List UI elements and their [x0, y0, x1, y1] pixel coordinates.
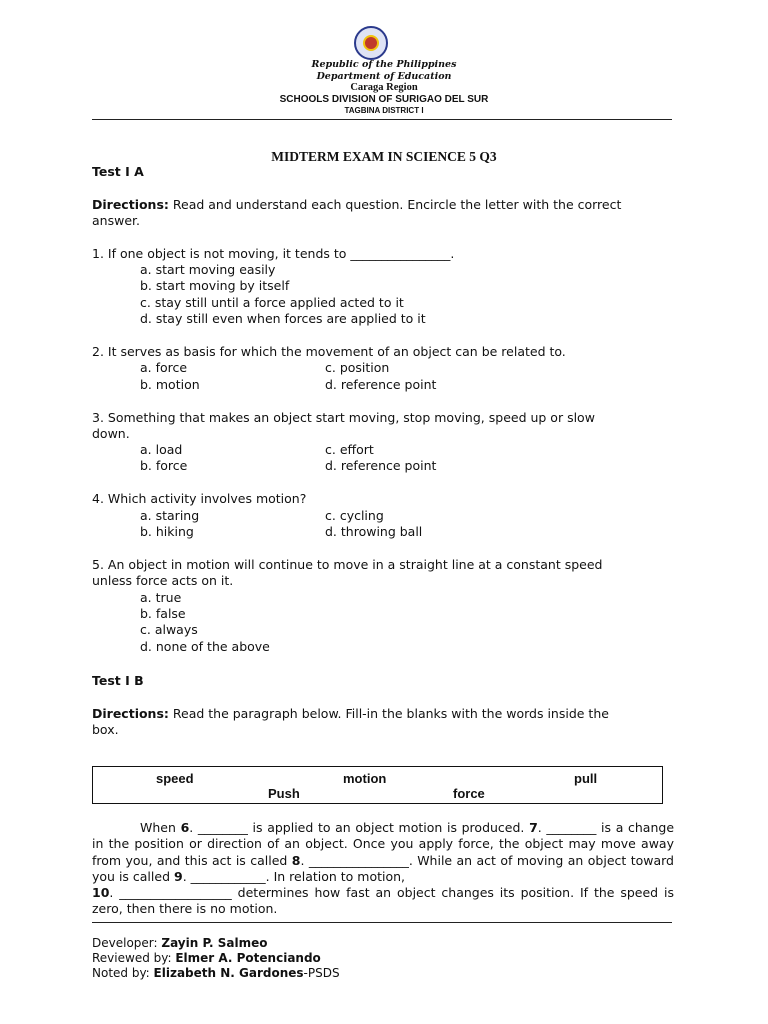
test-a-heading: Test I A — [92, 164, 144, 179]
question-1-option-d[interactable]: d. stay still even when forces are applied to it — [140, 311, 426, 326]
blank-9-number: 9 — [173, 868, 183, 884]
question-3-stem-cont: down. — [92, 426, 130, 441]
blank-6-number: 6 — [180, 820, 190, 835]
blank-10-number: 10 — [92, 885, 110, 901]
question-5-stem: 5. An object in motion will continue to move in a straight line at a constant speed — [92, 557, 603, 572]
question-2-option-d[interactable]: d. reference point — [325, 377, 437, 392]
exam-title: MIDTERM EXAM IN SCIENCE 5 Q3 — [271, 149, 497, 164]
footer-developer: Developer: Zayin P. Salmeo — [92, 936, 268, 950]
deped-seal-logo — [354, 26, 388, 60]
test-b-heading: Test I B — [92, 673, 144, 688]
question-2-option-a[interactable]: a. force — [140, 360, 188, 375]
question-4-stem: 4. Which activity involves motion? — [92, 491, 307, 506]
question-1-stem: 1. If one object is not moving, it tends to ________________. — [92, 246, 455, 261]
question-5-stem-cont: unless force acts on it. — [92, 573, 234, 588]
noted-name: Elizabeth N. Gardones — [153, 966, 304, 980]
directions-text: Read the paragraph below. Fill-in the blanks with the words inside the — [168, 706, 609, 721]
question-3-option-d[interactable]: d. reference point — [325, 458, 437, 473]
header-division: SCHOOLS DIVISION OF SURIGAO DEL SUR — [279, 94, 489, 105]
question-3-option-a[interactable]: a. load — [140, 442, 183, 457]
question-1-option-a[interactable]: a. start moving easily — [140, 262, 276, 277]
reviewer-name: Elmer A. Potenciando — [175, 951, 321, 965]
header-region: Caraga Region — [350, 82, 418, 93]
developer-name: Zayin P. Salmeo — [161, 936, 268, 950]
question-4-option-d[interactable]: d. throwing ball — [325, 524, 423, 539]
directions-label: Directions: — [92, 706, 169, 721]
word-motion: motion — [343, 771, 387, 786]
question-3-stem: 3. Something that makes an object start moving, stop moving, speed up or slow — [92, 410, 595, 425]
question-5-option-c[interactable]: c. always — [140, 622, 198, 637]
directions-label: Directions: — [92, 197, 169, 212]
question-2-stem: 2. It serves as basis for which the movement of an object can be related to. — [92, 344, 566, 359]
word-push: Push — [268, 786, 300, 801]
question-5-option-a[interactable]: a. true — [140, 590, 182, 605]
footer-divider — [92, 922, 672, 923]
word-pull: pull — [574, 771, 598, 786]
question-5-option-d[interactable]: d. none of the above — [140, 639, 270, 654]
test-b-directions — [92, 706, 609, 722]
question-2-option-c[interactable]: c. position — [325, 360, 390, 375]
test-a-directions-cont: answer. — [92, 213, 140, 228]
word-force: force — [453, 786, 485, 801]
footer-noted: Noted by: Elizabeth N. Gardones-PSDS — [92, 966, 340, 980]
header-divider — [92, 119, 672, 120]
header-district: TAGBINA DISTRICT I — [344, 106, 424, 115]
question-1-option-c[interactable]: c. stay still until a force applied acted to it — [140, 295, 404, 310]
footer-reviewer: Reviewed by: Elmer A. Potenciando — [92, 951, 321, 965]
question-5-option-b[interactable]: b. false — [140, 606, 186, 621]
fill-in-paragraph: When 6. ________ is applied to an object motion is produced. 7. ________ is a change in the position or direction of an object. Once you apply force, the object may move away from you, and this act is called 8. ________________. While an act of moving an object toward you is called 9. ____________. In relation to motion, 10. __________________ determines how fast an object changes its position. If the speed is zero, then there is no motion. — [92, 820, 675, 917]
word-speed: speed — [156, 771, 194, 786]
question-3-option-c[interactable]: c. effort — [325, 442, 374, 457]
header-republic: Republic of the Philippines — [311, 59, 457, 70]
question-2-option-b[interactable]: b. motion — [140, 377, 200, 392]
blank-7-number: 7 — [529, 820, 538, 835]
blank-8-number: 8 — [291, 852, 301, 868]
question-4-option-a[interactable]: a. staring — [140, 508, 200, 523]
question-4-option-c[interactable]: c. cycling — [325, 508, 384, 523]
test-b-directions-cont: box. — [92, 722, 119, 737]
test-a-directions — [92, 197, 621, 213]
question-4-option-b[interactable]: b. hiking — [140, 524, 194, 539]
question-3-option-b[interactable]: b. force — [140, 458, 188, 473]
directions-text: Read and understand each question. Encircle the letter with the correct — [168, 197, 622, 212]
question-1-option-b[interactable]: b. start moving by itself — [140, 278, 290, 293]
header-department: Department of Education — [316, 71, 452, 82]
